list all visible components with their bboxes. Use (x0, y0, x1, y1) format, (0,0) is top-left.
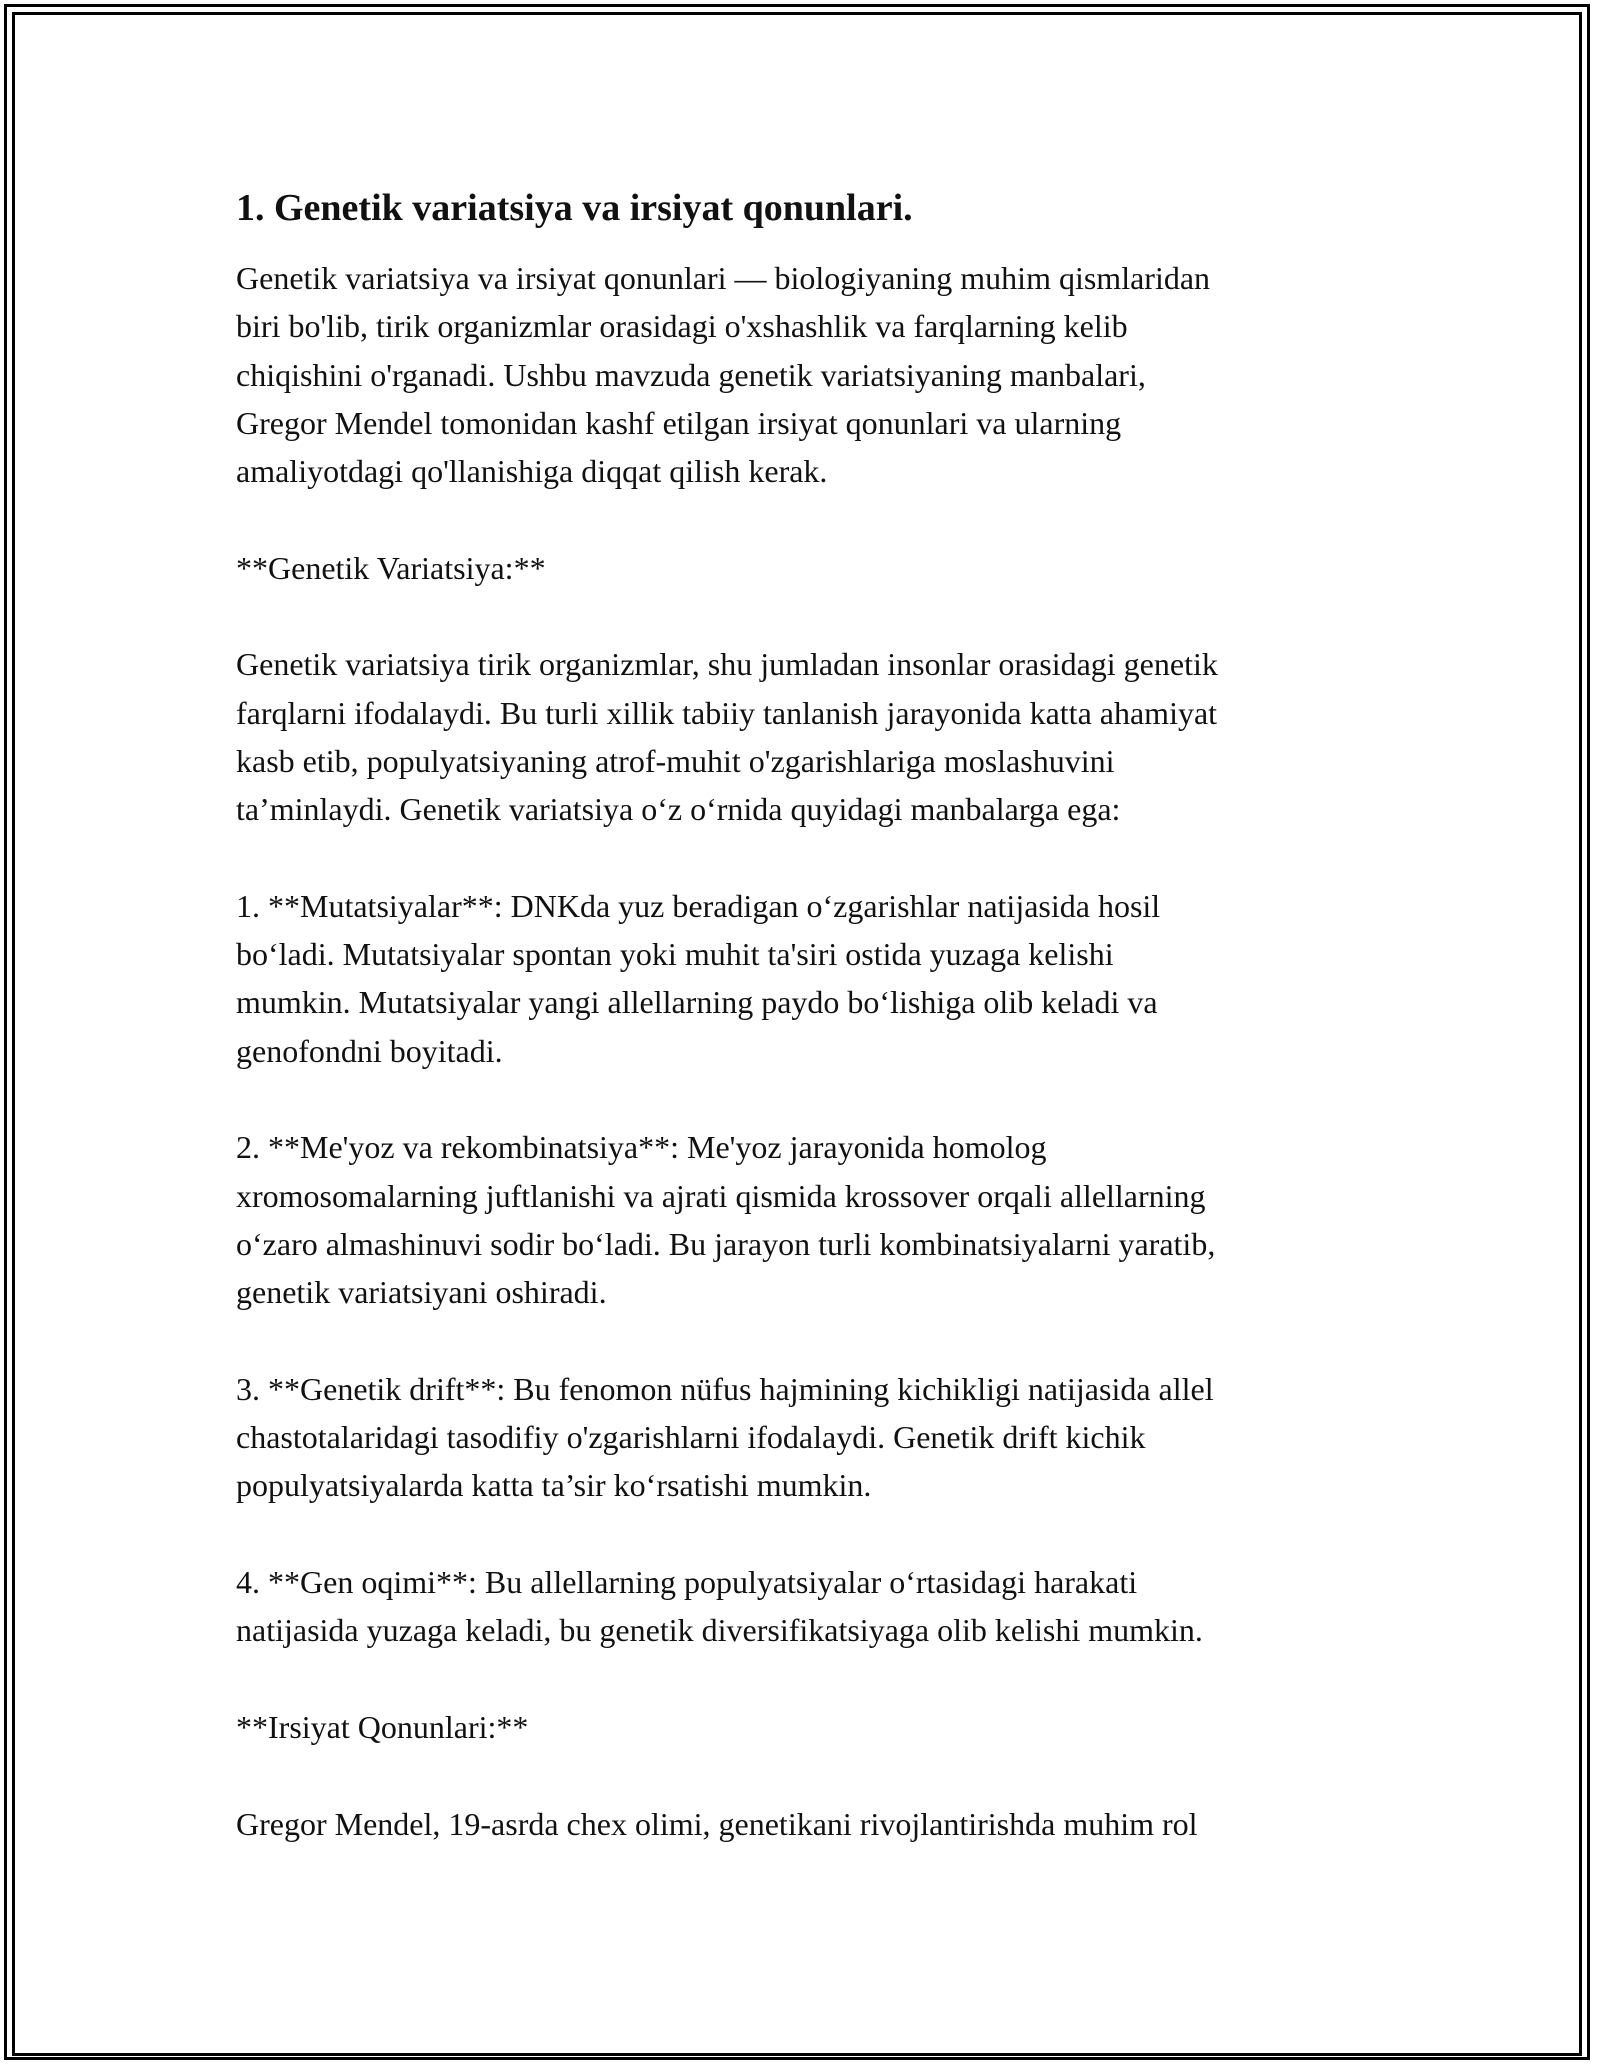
text-line: Gregor Mendel, 19-asrda chex olimi, genetikani rivojlantirishda muhim rol (236, 1805, 1198, 1842)
text-line: genetik variatsiyani oshiradi. (236, 1274, 607, 1311)
text-line: 4. **Gen oqimi**: Bu allellarning populyatsiyalar o‘rtasidagi harakati (236, 1564, 1138, 1601)
list-item-meyoz (236, 1123, 1376, 1316)
text-line: xromosomalarning juftlanishi va ajrati qismida krossover orqali allellarning (236, 1177, 1206, 1214)
text-line: Genetik variatsiya va irsiyat qonunlari — biologiyaning muhim qismlaridan (236, 260, 1211, 296)
text-line: populyatsiyalarda katta ta’sir ko‘rsatishi mumkin. (236, 1467, 872, 1504)
list-item-genetik-drift (236, 1365, 1376, 1510)
document-title: 1. Genetik variatsiya va irsiyat qonunlari. (236, 187, 913, 229)
text-line: farqlarni ifodalaydi. Bu turli xillik tabiiy tanlanish jarayonida katta ahamiyat (236, 694, 1218, 731)
text-line: Gregor Mendel tomonidan kashf etilgan irsiyat qonunlari va ularning (236, 404, 1122, 441)
section-heading-irsiyat-qonunlari (236, 1703, 1376, 1751)
text-line: genofondni boyitadi. (236, 1032, 503, 1069)
paragraph-mendel (236, 1800, 1376, 1848)
text-line: 2. **Me'yoz va rekombinatsiya**: Me'yoz jarayonida homolog (236, 1129, 1047, 1166)
text-line: chiqishini o'rganadi. Ushbu mavzuda genetik variatsiyaning manbalari, (236, 356, 1146, 393)
paragraph-variatsiya (236, 640, 1376, 833)
text-line: 3. **Genetik drift**: Bu fenomon nüfus hajmining kichikligi natijasida allel (236, 1370, 1214, 1407)
text-line: **Irsiyat Qonunlari:** (236, 1708, 529, 1745)
paragraph-intro (236, 254, 1376, 495)
list-item-gen-oqimi (236, 1558, 1376, 1655)
text-line: amaliyotdagi qo'llanishiga diqqat qilish kerak. (236, 453, 828, 490)
text-line: mumkin. Mutatsiyalar yangi allellarning paydo bo‘lishiga olib keladi va (236, 984, 1158, 1021)
text-line: o‘zaro almashinuvi sodir bo‘ladi. Bu jarayon turli kombinatsiyalarni yaratib, (236, 1225, 1216, 1262)
text-line: biri bo'lib, tirik organizmlar orasidagi o'xshashlik va farqlarning kelib (236, 308, 1128, 345)
document-body (236, 184, 1376, 1896)
section-heading-genetik-variatsiya (236, 544, 1376, 592)
text-line: bo‘ladi. Mutatsiyalar spontan yoki muhit ta'siri ostida yuzaga kelishi (236, 936, 1114, 973)
list-item-mutatsiyalar (236, 882, 1376, 1075)
text-line: Genetik variatsiya tirik organizmlar, shu jumladan insonlar orasidagi genetik (236, 646, 1218, 683)
text-line: kasb etib, populyatsiyaning atrof-muhit o'zgarishlariga moslashuvini (236, 742, 1115, 779)
text-line: **Genetik Variatsiya:** (236, 549, 546, 586)
text-line: natijasida yuzaga keladi, bu genetik diversifikatsiyaga olib kelishi mumkin. (236, 1612, 1203, 1649)
text-line: ta’minlaydi. Genetik variatsiya o‘z o‘rnida quyidagi manbalarga ega: (236, 791, 1121, 828)
text-line: 1. **Mutatsiyalar**: DNKda yuz beradigan o‘zgarishlar natijasida hosil (236, 887, 1161, 924)
text-line: chastotalaridagi tasodifiy o'zgarishlarni ifodalaydi. Genetik drift kichik (236, 1419, 1146, 1456)
